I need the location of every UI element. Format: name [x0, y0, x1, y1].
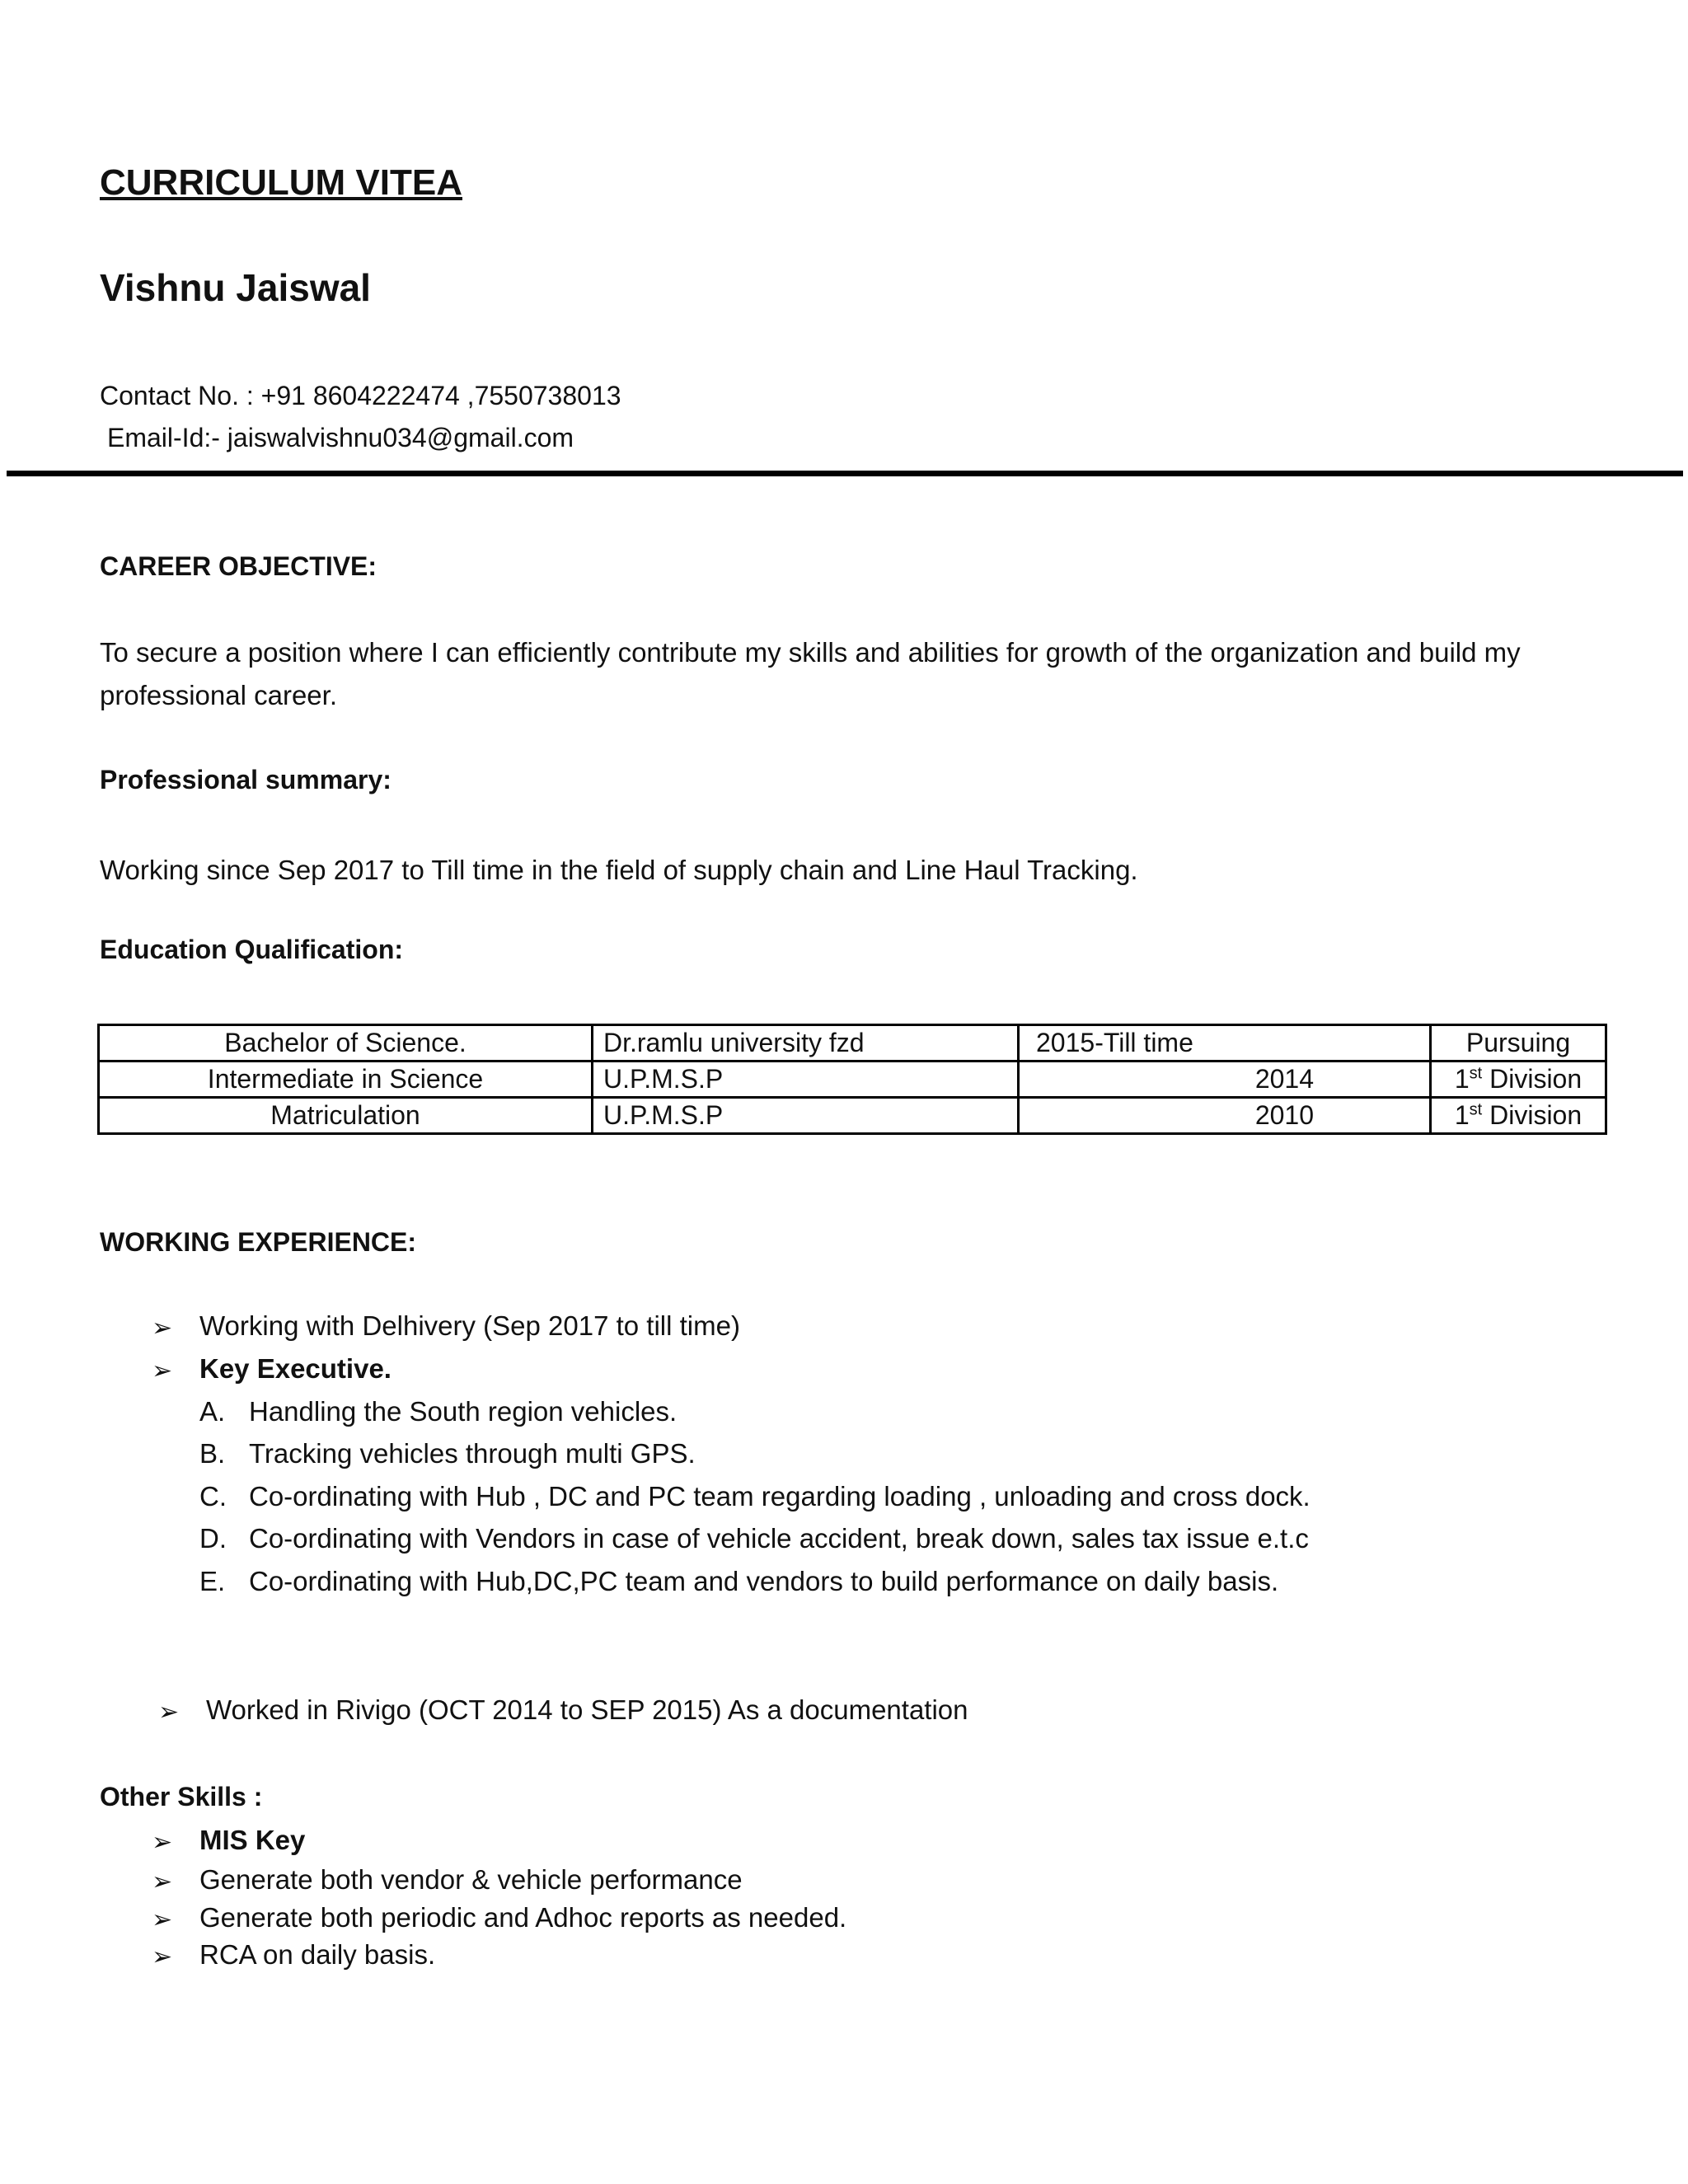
- board-text: U.P.M.S.P: [603, 1100, 724, 1130]
- career-objective-text: To secure a position where I can efficiently contribute my skills and abilities for growth of the organization and build my professional career.: [100, 637, 1521, 710]
- year-cell: [1019, 1098, 1431, 1134]
- skill-item: RCA on daily basis.: [199, 1939, 436, 1970]
- degree-text: Matriculation: [270, 1100, 420, 1130]
- degree-cell: [99, 1025, 593, 1062]
- other-skills-heading: Other Skills :: [100, 1782, 263, 1811]
- table-row: [99, 1025, 1606, 1062]
- arrowhead-bullet-icon: ➢: [158, 1699, 180, 1726]
- result-division: Division: [1482, 1064, 1582, 1094]
- year-cell: [1019, 1025, 1431, 1062]
- education-heading: Education Qualification:: [100, 935, 404, 964]
- board-text: U.P.M.S.P: [603, 1064, 724, 1094]
- arrowhead-bullet-icon: ➢: [152, 1868, 173, 1896]
- result-superscript: st: [1469, 1064, 1483, 1083]
- task-text: Co-ordinating with Hub , DC and PC team regarding loading , unloading and cross dock.: [249, 1481, 1311, 1511]
- result-text: Pursuing: [1465, 1028, 1571, 1057]
- professional-summary-heading: Professional summary:: [100, 765, 392, 794]
- year-text: 2015-Till time: [1036, 1028, 1193, 1057]
- task-letter: A.: [199, 1396, 226, 1427]
- arrowhead-bullet-icon: ➢: [152, 1906, 173, 1933]
- table-row: [99, 1062, 1606, 1098]
- skill-item: Generate both vendor & vehicle performance: [199, 1864, 743, 1895]
- arrowhead-bullet-icon: ➢: [152, 1943, 173, 1971]
- table-row: [99, 1098, 1606, 1134]
- board-cell: [593, 1025, 1019, 1062]
- professional-summary-text: Working since Sep 2017 to Till time in the field of supply chain and Line Haul Tracking.: [100, 855, 1138, 885]
- result-cell: [1431, 1098, 1606, 1134]
- candidate-name: Vishnu Jaiswal: [100, 266, 371, 309]
- experience-bullet-key-executive: Key Executive.: [199, 1353, 392, 1384]
- degree-text: Intermediate in Science: [207, 1064, 484, 1094]
- year-text: 2014: [1254, 1064, 1314, 1094]
- degree-cell: [99, 1098, 593, 1134]
- board-cell: [593, 1062, 1019, 1098]
- skill-item: MIS Key: [199, 1825, 306, 1855]
- degree-cell: [99, 1062, 593, 1098]
- task-text: Co-ordinating with Vendors in case of vehicle accident, break down, sales tax issue e.t.c: [249, 1523, 1309, 1554]
- task-letter: B.: [199, 1438, 226, 1469]
- task-letter: C.: [199, 1481, 227, 1511]
- board-text: Dr.ramlu university fzd: [603, 1028, 865, 1057]
- arrowhead-bullet-icon: ➢: [152, 1315, 173, 1342]
- career-objective-heading: CAREER OBJECTIVE:: [100, 551, 377, 581]
- experience-bullet-rivigo: Worked in Rivigo (OCT 2014 to SEP 2015) As a documentation: [206, 1694, 968, 1725]
- year-text: 2010: [1254, 1100, 1314, 1130]
- result-number: 1: [1454, 1064, 1470, 1094]
- board-cell: [593, 1098, 1019, 1134]
- arrowhead-bullet-icon: ➢: [152, 1829, 173, 1856]
- result-cell: [1431, 1025, 1606, 1062]
- result-cell: [1431, 1062, 1606, 1098]
- degree-text: Bachelor of Science.: [224, 1028, 467, 1057]
- page-title: CURRICULUM VITEA: [100, 162, 462, 203]
- task-text: Handling the South region vehicles.: [249, 1396, 678, 1427]
- education-table: [97, 1024, 1607, 1135]
- arrowhead-bullet-icon: ➢: [152, 1357, 173, 1385]
- email-address: Email-Id:- jaiswalvishnu034@gmail.com: [107, 423, 574, 452]
- task-letter: D.: [199, 1523, 227, 1554]
- skill-item: Generate both periodic and Adhoc reports as needed.: [199, 1902, 847, 1933]
- year-cell: [1019, 1062, 1431, 1098]
- result-number: 1: [1454, 1100, 1470, 1130]
- result-superscript: st: [1469, 1100, 1483, 1119]
- task-text: Co-ordinating with Hub,DC,PC team and vendors to build performance on daily basis.: [249, 1566, 1279, 1596]
- working-experience-heading: WORKING EXPERIENCE:: [100, 1227, 417, 1257]
- result-division: Division: [1482, 1100, 1582, 1130]
- task-text: Tracking vehicles through multi GPS.: [249, 1438, 696, 1469]
- header-divider: [7, 471, 1683, 476]
- task-letter: E.: [199, 1566, 226, 1596]
- contact-number: Contact No. : +91 8604222474 ,7550738013: [100, 381, 621, 410]
- experience-bullet-delhivery: Working with Delhivery (Sep 2017 to till time): [199, 1310, 740, 1341]
